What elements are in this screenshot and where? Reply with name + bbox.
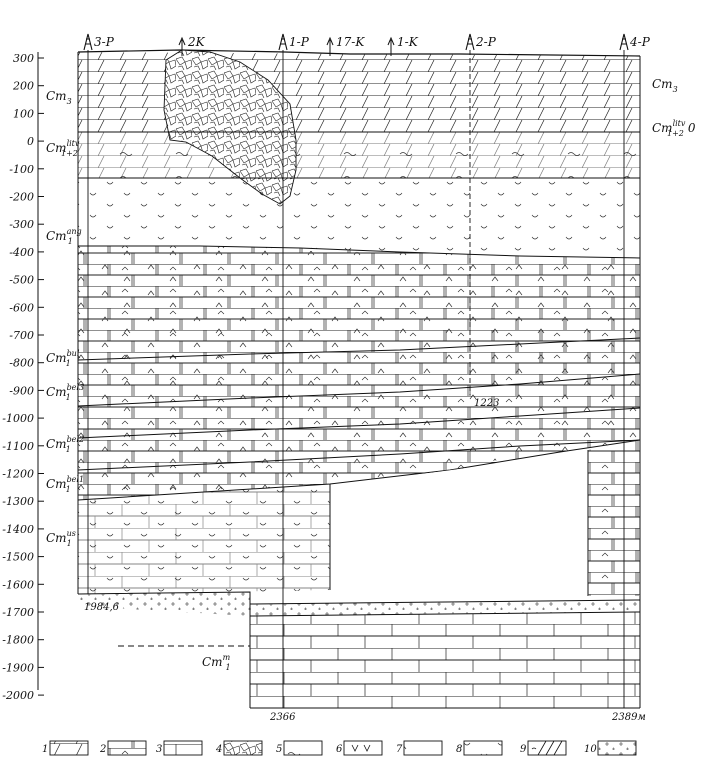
legend-item [336, 741, 382, 755]
unit-label: $Cm^{litv}$ 1+2 0 [652, 119, 696, 138]
legend-number: 9 [520, 744, 527, 755]
legend-item [396, 741, 442, 755]
unit-label: $Cm^{bul}$ 1 [46, 349, 80, 368]
derrick-icon [466, 34, 474, 50]
well-17-k [327, 35, 365, 56]
derrick-icon [279, 34, 287, 50]
depth-tick-label: -1900 [2, 661, 34, 675]
legend-item [156, 741, 202, 755]
unit-label: $Cm^{ang}$ 1 [46, 227, 82, 246]
brick-icon [164, 741, 202, 755]
unit-label: $Cm^{bel2}$ 1 [46, 435, 85, 454]
unit-label: $Cm_3$ [652, 77, 678, 94]
legend-item [584, 741, 636, 755]
hatch-icon [528, 741, 566, 755]
legend-number: 8 [456, 744, 463, 755]
unit-label: $Cm^{litv}$ 1+2 [46, 139, 80, 158]
well-depth-label: 1984,6 [84, 602, 119, 613]
cup-icon [464, 741, 502, 755]
depth-tick-label: -1600 [2, 578, 34, 592]
legend-item [456, 741, 502, 755]
well-depth-label: 1223 [474, 398, 500, 409]
layer-cm12-lime [78, 132, 640, 178]
legend-number: 5 [276, 744, 283, 755]
depth-tick-label: -1500 [2, 550, 34, 564]
legend-item [99, 741, 146, 755]
depth-tick-label: 200 [13, 79, 34, 93]
legend-item [42, 741, 88, 755]
depth-tick-label: -1400 [2, 522, 34, 536]
cross-icon [598, 741, 636, 755]
tilde-icon [284, 741, 322, 755]
unit-label: $Cm^{bel1}$ 1 [46, 475, 85, 494]
section-body [78, 50, 640, 708]
unit-label: $Cm_3$ [46, 89, 72, 106]
derrick-icon [620, 34, 628, 50]
legend-item [276, 741, 322, 755]
legend-number: 10 [584, 744, 597, 755]
v-icon [344, 741, 382, 755]
depth-scale [2, 52, 44, 702]
depth-tick-label: -1200 [2, 467, 34, 481]
well-label: 2K [188, 35, 205, 49]
depth-tick-label: -200 [9, 190, 34, 204]
limestone-icon [50, 741, 88, 755]
well-label: 17-K [336, 35, 365, 49]
well-label: 3-P [94, 35, 114, 49]
arrow-up-icon [388, 38, 394, 56]
depth-tick-label: -1300 [2, 495, 34, 509]
breccia-icon [224, 741, 262, 755]
dolomite-icon [108, 741, 146, 755]
layer-cm1-m [250, 612, 640, 708]
depth-tick-label: 0 [27, 135, 34, 149]
depth-tick-label: -1700 [2, 606, 34, 619]
unit-label: $Cm^{bel3}$ 1 [46, 383, 85, 402]
well-label: 4-P [630, 35, 650, 49]
depth-tick-label: -1100 [2, 439, 34, 453]
legend-number: 1 [42, 744, 49, 755]
well-label: 1-P [289, 35, 309, 49]
legend-number: 3 [156, 744, 163, 755]
depth-tick-label: -100 [9, 162, 34, 176]
legend-number: 6 [336, 744, 343, 755]
unit-label: Cm$^m$ 1 [202, 653, 231, 672]
legend-number: 7 [396, 744, 403, 755]
caret-icon [404, 741, 442, 755]
depth-tick-label: -1000 [2, 412, 34, 426]
legend-number: 2 [100, 744, 107, 755]
depth-tick-label: -400 [9, 245, 34, 259]
well-depth-label: 2366 [270, 712, 296, 723]
legend [42, 741, 636, 755]
layer-cm3 [78, 52, 640, 132]
layer-right-block [588, 440, 640, 596]
depth-tick-label: -2000 [2, 689, 34, 703]
well-label: 2-P [476, 35, 496, 49]
legend-item [215, 741, 262, 755]
depth-tick-label: -700 [9, 329, 34, 342]
well-1-k [388, 35, 419, 56]
legend-item [520, 741, 566, 755]
derrick-icon [84, 34, 92, 50]
depth-tick-label: -800 [9, 356, 34, 370]
depth-tick-label: 100 [13, 107, 34, 121]
layer-us-bricks [78, 484, 330, 594]
well-depth-label: 2389м [612, 712, 646, 723]
unit-label: $Cm^{us}$ 1 [46, 529, 76, 548]
depth-tick-label: -500 [9, 273, 34, 287]
depth-tick-label: -300 [9, 218, 34, 232]
depth-tick-label: -900 [9, 384, 34, 398]
legend-number: 4 [216, 744, 223, 755]
well-label: 1-K [397, 35, 418, 49]
depth-tick-label: 300 [13, 52, 34, 65]
depth-tick-label: -600 [9, 301, 34, 315]
depth-tick-label: -1800 [2, 633, 34, 647]
